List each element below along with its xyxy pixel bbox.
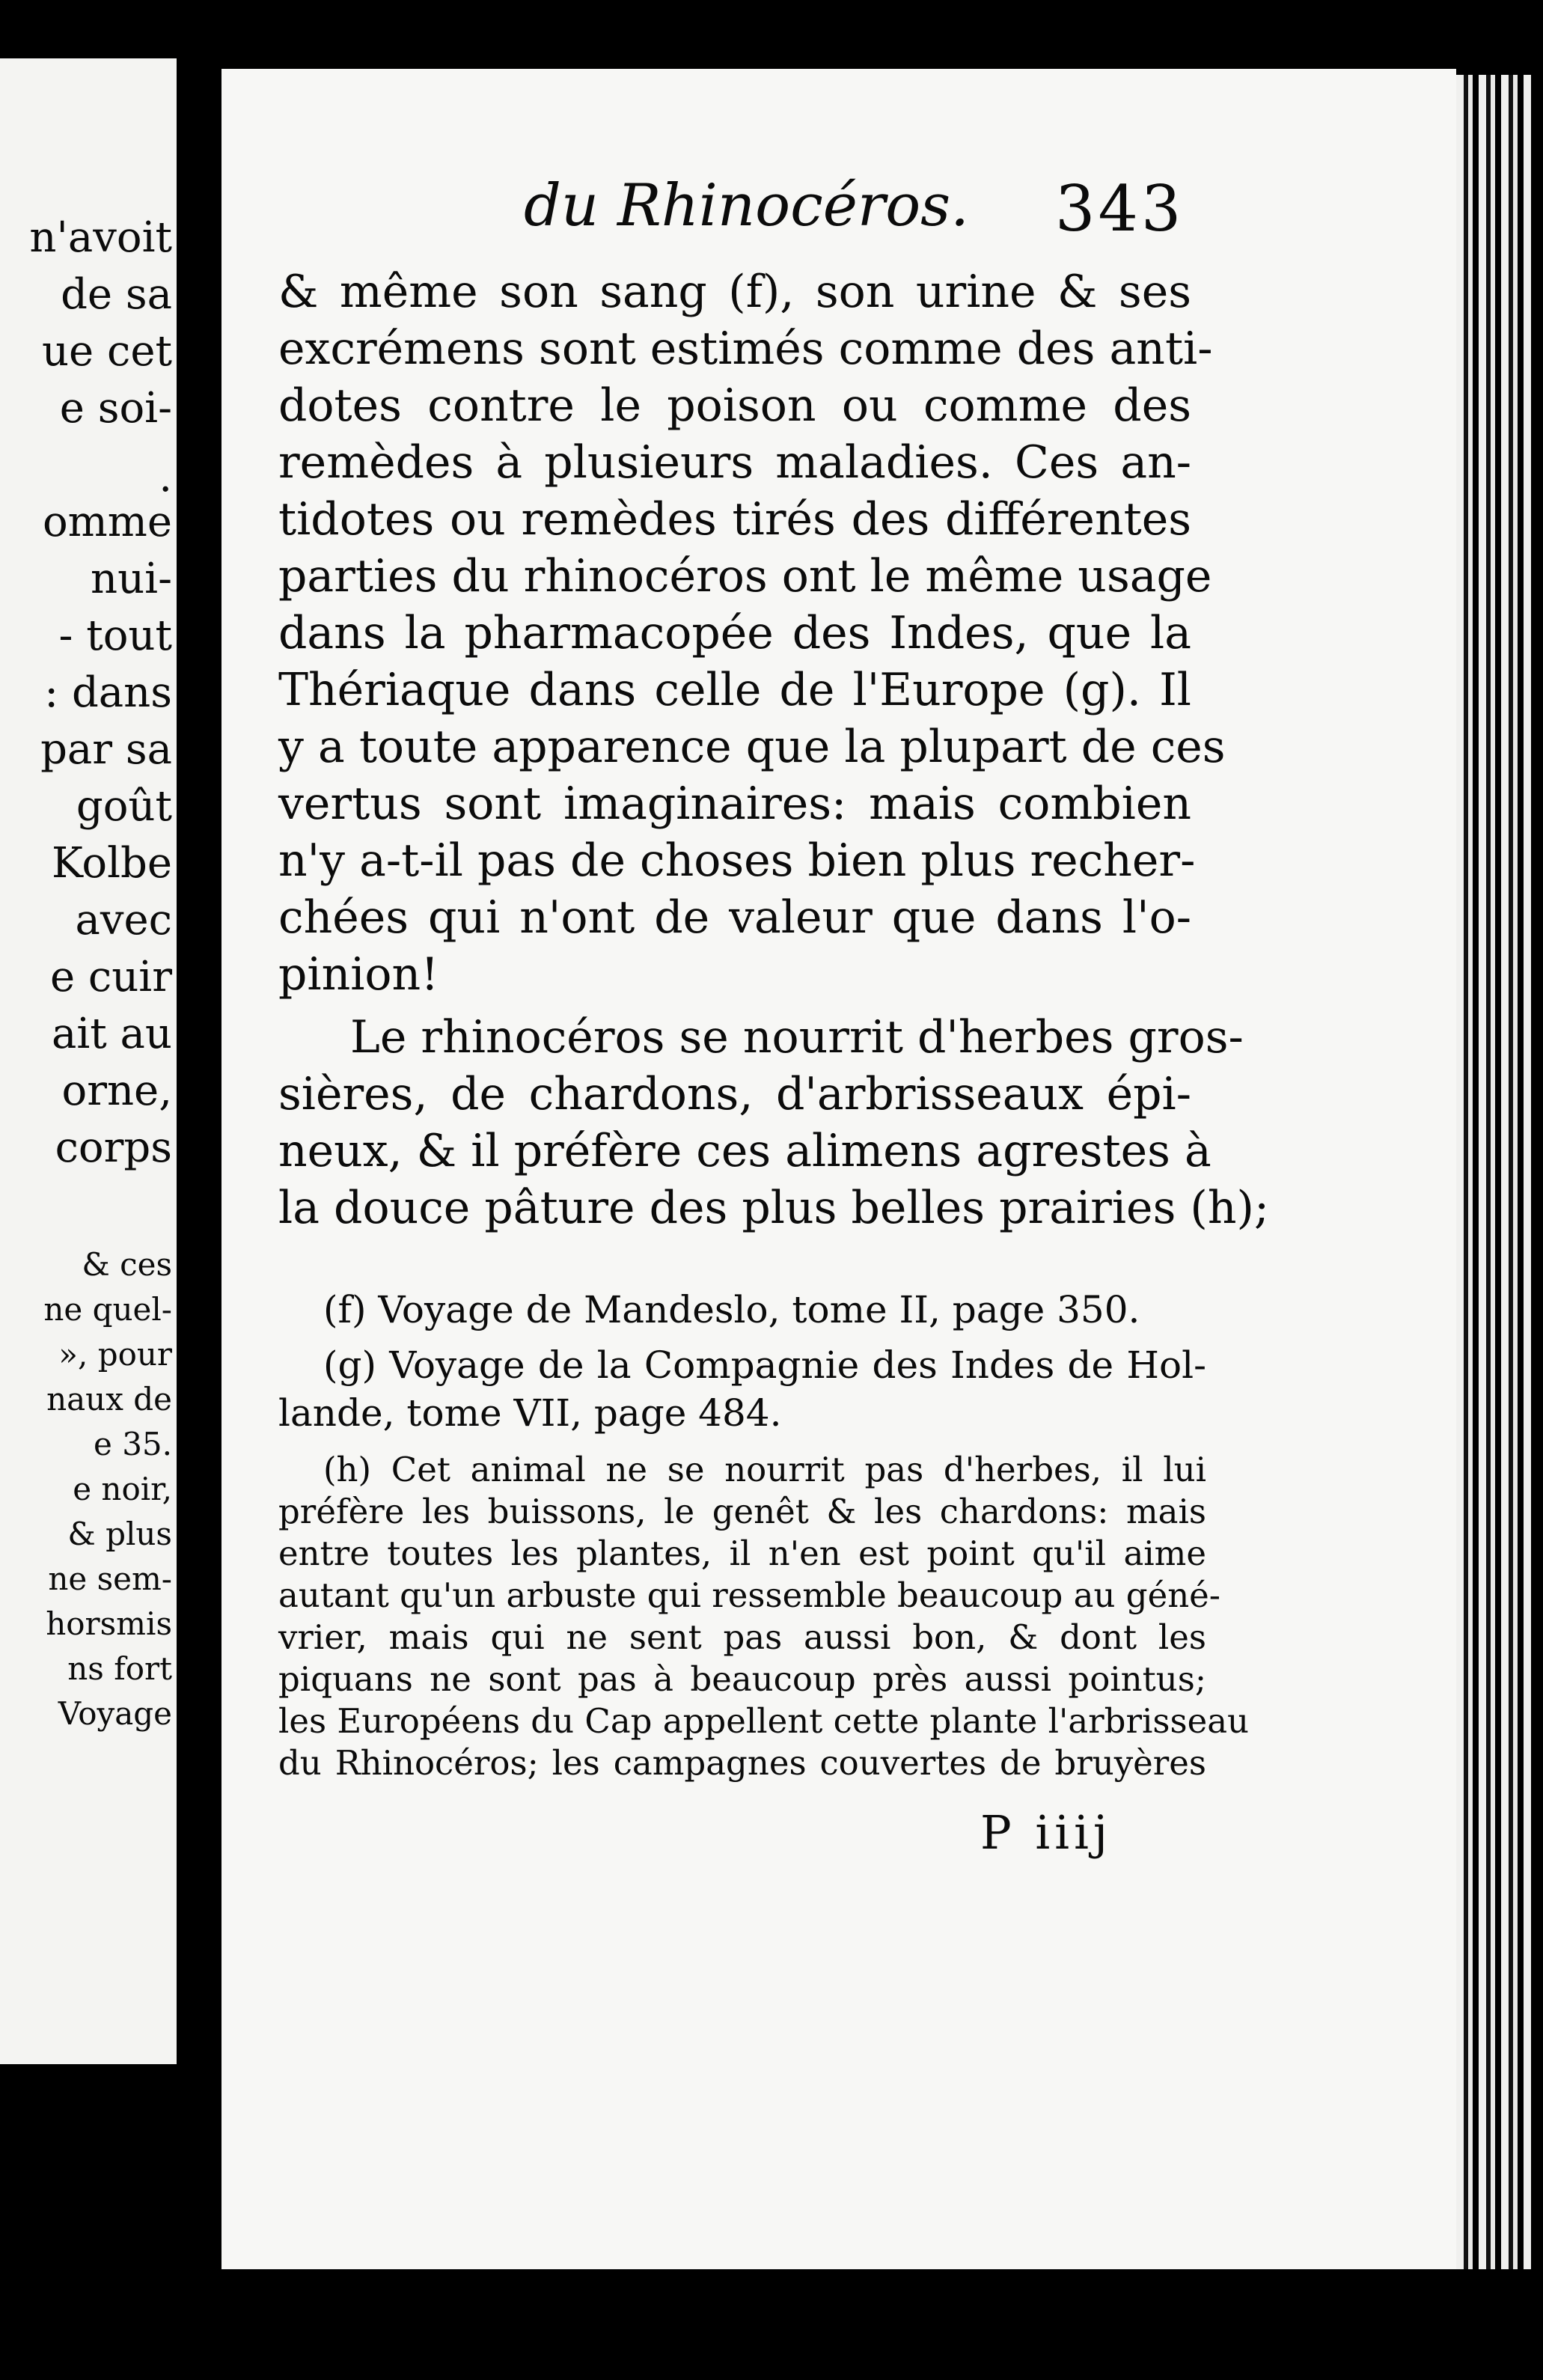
facing-page-footnote-line: & plus (67, 1516, 172, 1552)
facing-page-line: avec (75, 896, 172, 945)
facing-page-footnote-line: & ces (82, 1246, 172, 1283)
book-gutter (177, 45, 221, 2380)
body-line: y a toute apparence que la plupart de ces (278, 721, 1226, 773)
facing-page-footnote-line: horsmis (46, 1605, 172, 1642)
facing-page-line: nui- (91, 555, 172, 603)
facing-page-line: n'avoit (29, 213, 172, 262)
footnote-h: entre toutes les plantes, il n'en est point qu'il aime (278, 1534, 1206, 1573)
footnote-h: piquans ne sont pas à beaucoup près aussi pointus; (278, 1659, 1206, 1699)
paragraph-line: Le rhinocéros se nourrit d'herbes gros- (350, 1011, 1244, 1064)
facing-page-line: goût (76, 782, 172, 831)
footnote-g: (g) Voyage de la Compagnie des Indes de Hol- (323, 1343, 1206, 1387)
facing-page-left (0, 58, 177, 2064)
paragraph-line: la douce pâture des plus belles prairies (h); (278, 1182, 1270, 1234)
body-line: Thériaque dans celle de l'Europe (g). Il (278, 664, 1191, 716)
facing-page-line: - tout (58, 611, 172, 660)
body-line: remèdes à plusieurs maladies. Ces an- (278, 436, 1191, 489)
scan-border (221, 2269, 1543, 2377)
paragraph-line: sières, de chardons, d'arbrisseaux épi- (278, 1068, 1191, 1120)
body-line: tidotes ou remèdes tirés des différentes (278, 493, 1191, 546)
facing-page-line: Kolbe (52, 839, 172, 888)
facing-page-line: omme (42, 498, 172, 546)
facing-page-line: corps (55, 1123, 172, 1172)
footnote-g: lande, tome VII, page 484. (278, 1391, 782, 1435)
body-line: vertus sont imaginaires: mais combien (278, 778, 1191, 830)
body-line: & même son sang (f), son urine & ses (278, 266, 1191, 318)
facing-page-footnote-line: », pour (58, 1336, 172, 1373)
body-line: parties du rhinocéros ont le même usage (278, 550, 1212, 602)
facing-page-footnote-line: e noir, (73, 1471, 172, 1507)
body-line: dans la pharmacopée des Indes, que la (278, 607, 1191, 659)
facing-page-line: ait au (51, 1010, 172, 1058)
body-line: excrémens sont estimés comme des anti- (278, 323, 1213, 375)
footnote-h: (h) Cet animal ne se nourrit pas d'herbes, il lui (323, 1450, 1206, 1489)
footnote-h: autant qu'un arbuste qui ressemble beaucoup au géné- (278, 1575, 1221, 1615)
body-line: chées qui n'ont de valeur que dans l'o- (278, 891, 1191, 944)
facing-page-footnote-line: ne quel- (43, 1291, 172, 1328)
body-line: pinion! (278, 948, 439, 1001)
facing-page-footnote-line: ns fort (67, 1650, 172, 1687)
facing-page-footnote-line: naux de (46, 1381, 172, 1418)
facing-page-line: ue cet (41, 327, 172, 376)
running-head: du Rhinocéros. (524, 172, 969, 239)
facing-page-line: e soi- (59, 384, 172, 433)
footnote-f: (f) Voyage de Mandeslo, tome II, page 350. (323, 1288, 1140, 1331)
signature-mark: P iiij (980, 1805, 1113, 1860)
body-line: dotes contre le poison ou comme des (278, 379, 1191, 432)
facing-page-footnote-line: e 35. (94, 1426, 172, 1462)
footnote-h: préfère les buissons, le genêt & les chardons: mais (278, 1492, 1206, 1531)
paragraph-line: neux, & il préfère ces alimens agrestes à (278, 1125, 1212, 1177)
facing-page-line: orne, (61, 1067, 172, 1115)
facing-page-line: par sa (40, 725, 172, 774)
body-line: n'y a-t-il pas de choses bien plus recher- (278, 834, 1196, 887)
footnote-h: vrier, mais qui ne sent pas aussi bon, & dont les (278, 1617, 1206, 1657)
facing-page-line: de sa (61, 270, 172, 319)
facing-page-footnote-line: Voyage (58, 1695, 172, 1732)
page-edges (1456, 75, 1531, 2275)
facing-page-line: . (159, 453, 172, 501)
footnote-h: du Rhinocéros; les campagnes couvertes de bruyères (278, 1743, 1206, 1783)
facing-page-line: e cuir (49, 953, 172, 1001)
page-number: 343 (1055, 172, 1185, 245)
facing-page-footnote-line: ne sem- (48, 1560, 172, 1597)
footnote-h: les Européens du Cap appellent cette plante l'arbrisseau (278, 1701, 1250, 1741)
facing-page-line: : dans (44, 668, 172, 717)
